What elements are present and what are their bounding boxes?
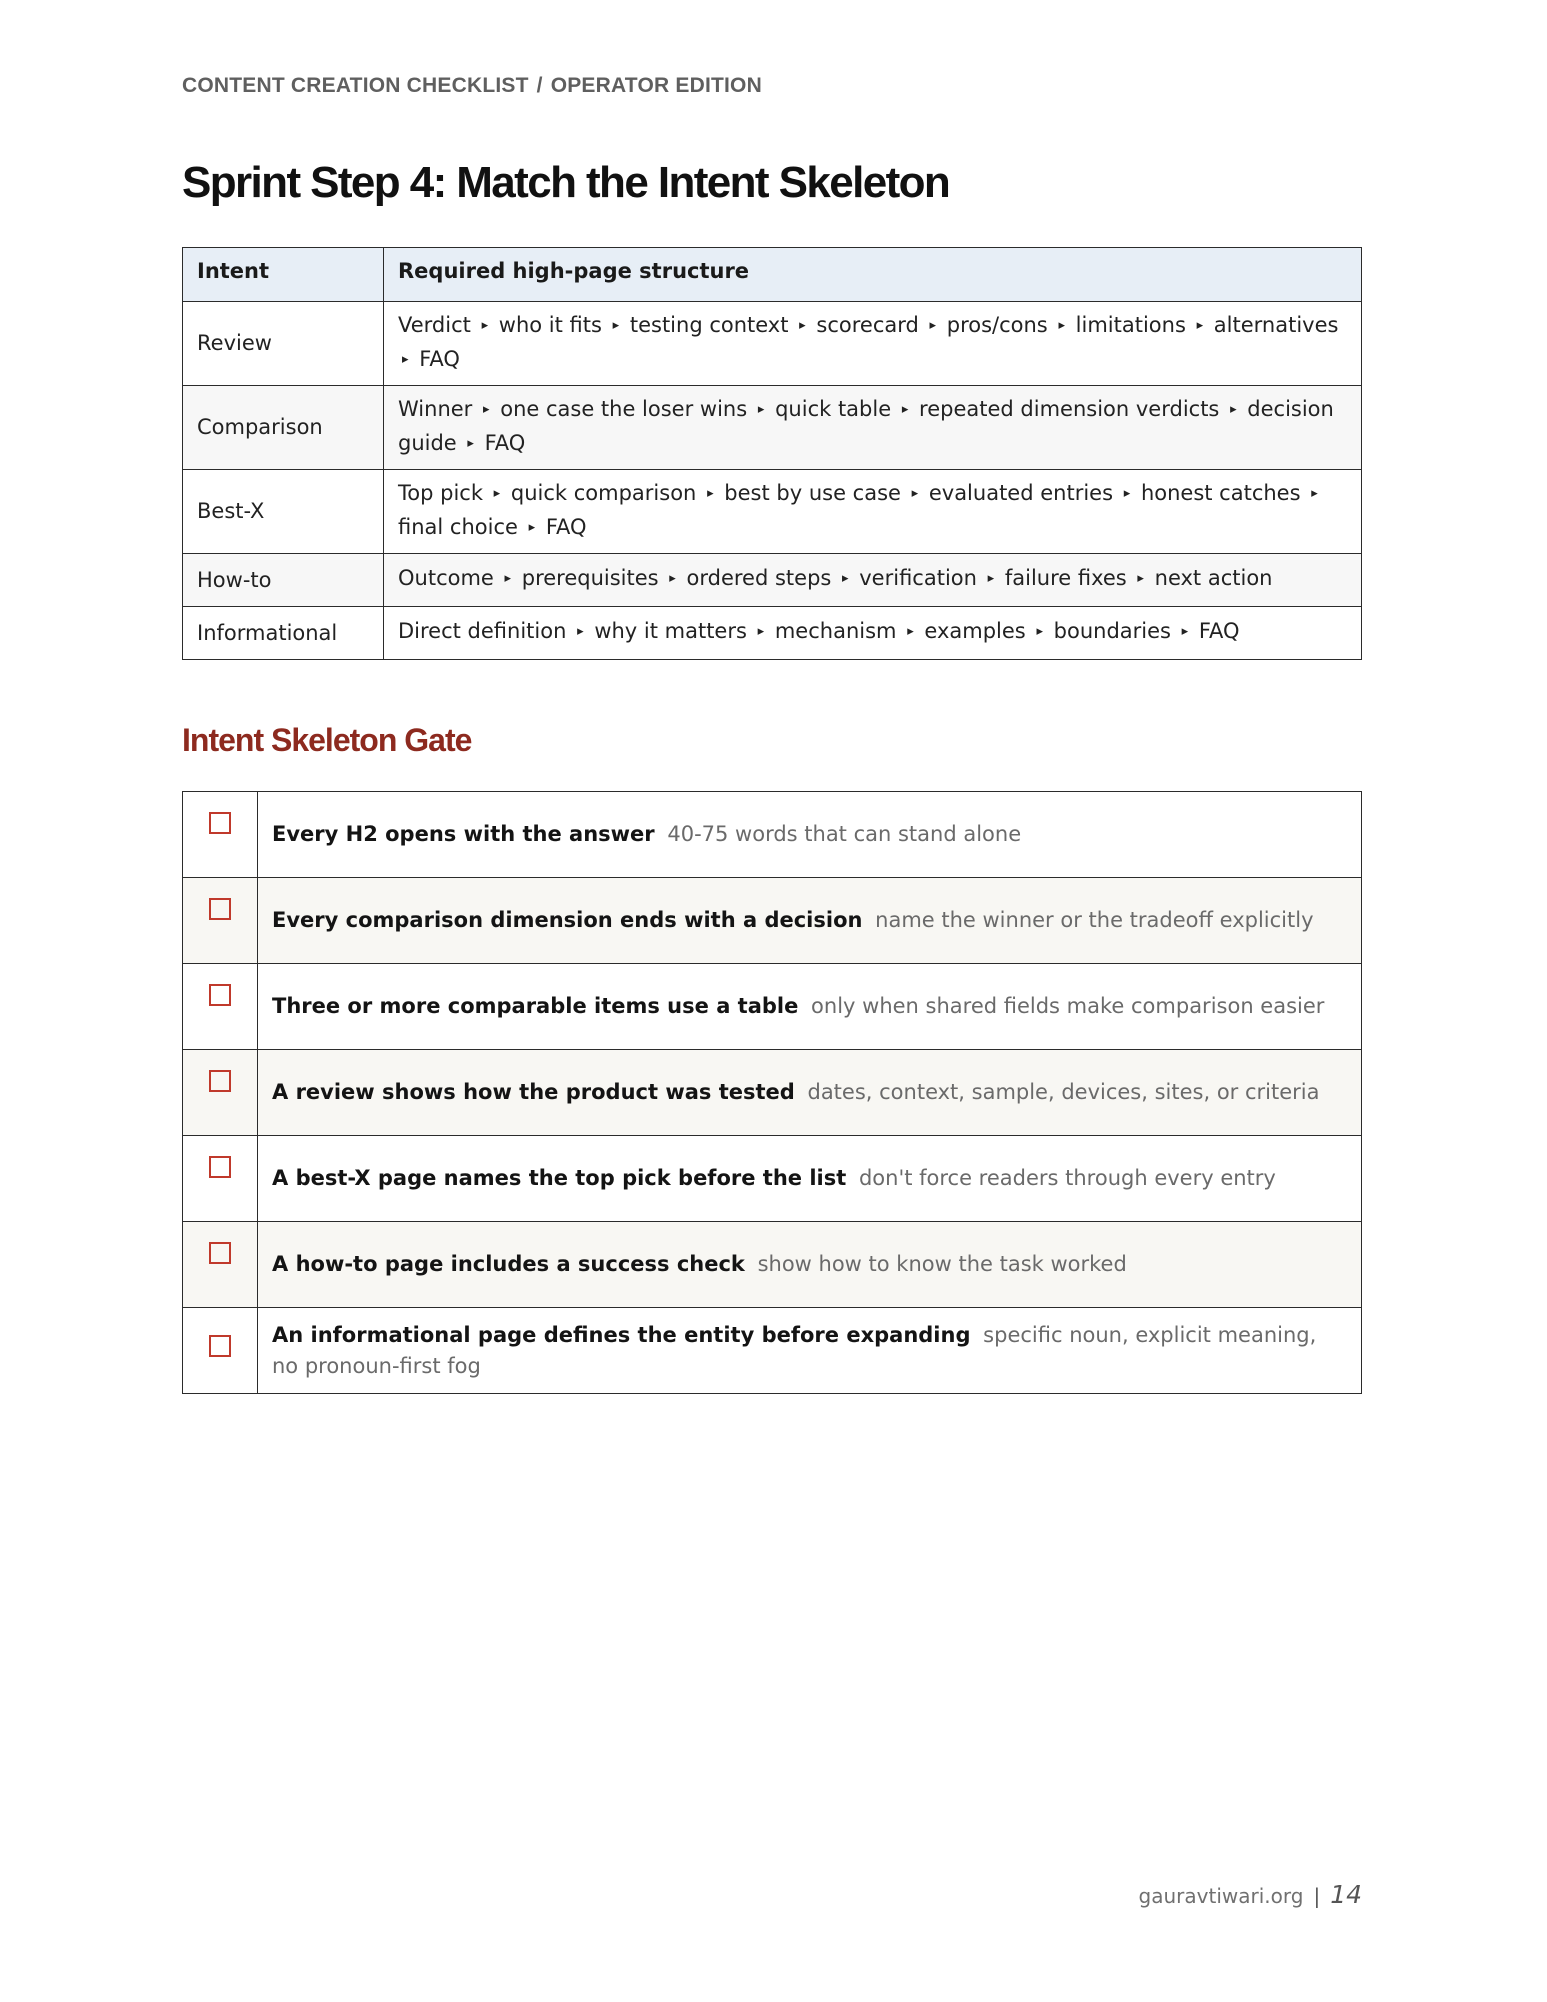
checklist-text — [258, 964, 1362, 1050]
checkbox-cell — [183, 792, 258, 878]
checklist-row — [183, 964, 1362, 1050]
structure-step: examples — [924, 619, 1026, 643]
step-arrow-icon: ▸ — [612, 317, 620, 333]
step-arrow-icon: ▸ — [1123, 485, 1131, 501]
structure-step: FAQ — [1198, 619, 1240, 643]
step-arrow-icon: ▸ — [901, 401, 909, 417]
structure-step: honest catches — [1140, 480, 1301, 505]
structure-step: Outcome — [398, 566, 494, 590]
table-row — [183, 386, 1362, 470]
checklist-row — [183, 878, 1362, 964]
structure-step: ordered steps — [686, 566, 832, 590]
gate-checklist-table — [182, 791, 1362, 1394]
table-row — [183, 554, 1362, 607]
checkbox-cell — [183, 1050, 258, 1136]
checklist-text — [258, 792, 1362, 878]
checkbox[interactable] — [209, 812, 231, 834]
checkbox-cell — [183, 964, 258, 1050]
footer-site[interactable]: gauravtiwari.org — [1138, 1884, 1304, 1908]
structure-cell — [384, 470, 1362, 554]
checkbox[interactable] — [209, 898, 231, 920]
checklist-item-note: only when shared fields make comparison easier — [811, 994, 1325, 1018]
step-arrow-icon: ▸ — [577, 624, 584, 639]
page-footer — [1139, 1880, 1362, 1909]
structure-step: FAQ — [484, 430, 526, 455]
intent-cell: How-to — [183, 554, 384, 607]
table-row — [183, 302, 1362, 386]
gate-section-title: Intent Skeleton Gate — [182, 722, 472, 758]
checklist-item-title: A review shows how the product was tested — [272, 1080, 795, 1104]
step-arrow-icon: ▸ — [467, 435, 474, 451]
intent-cell: Review — [183, 302, 384, 386]
structure-step: FAQ — [545, 514, 587, 539]
structure-step: Winner — [398, 396, 473, 421]
structure-cell — [384, 302, 1362, 386]
checklist-item-note: 40-75 words that can stand alone — [667, 822, 1022, 846]
checkbox-cell — [183, 1222, 258, 1308]
structure-step: Direct definition — [398, 619, 567, 643]
step-arrow-icon: ▸ — [911, 485, 919, 501]
column-header-structure: Required high-page structure — [384, 248, 1362, 302]
column-header-intent: Intent — [183, 248, 384, 302]
checkbox[interactable] — [209, 1242, 231, 1264]
footer-divider: | — [1313, 1884, 1321, 1908]
structure-step: Top pick — [398, 480, 483, 505]
checkbox-cell — [183, 878, 258, 964]
structure-step: quick table — [775, 396, 892, 421]
checkbox[interactable] — [209, 1335, 231, 1357]
intent-cell: Best-X — [183, 470, 384, 554]
checklist-item-note: dates, context, sample, devices, sites, or criteria — [807, 1080, 1320, 1104]
checklist-text — [258, 1222, 1362, 1308]
checklist-row — [183, 792, 1362, 878]
checklist-item-note: specific noun, explicit meaning, no pronoun-first fog — [272, 1322, 1317, 1378]
checklist-row — [183, 1050, 1362, 1136]
structure-step: boundaries — [1053, 619, 1171, 643]
structure-step: decision guide — [398, 396, 1334, 455]
structure-cell — [384, 386, 1362, 470]
checklist-item-title: Every comparison dimension ends with a decision — [272, 908, 863, 932]
structure-step: prerequisites — [521, 566, 659, 590]
structure-step: next action — [1154, 566, 1273, 590]
step-arrow-icon: ▸ — [1196, 317, 1204, 333]
checklist-row — [183, 1136, 1362, 1222]
structure-step: repeated dimension verdicts — [919, 396, 1220, 421]
checklist-item-title: An informational page defines the entity before expanding — [272, 1322, 971, 1347]
step-arrow-icon: ▸ — [481, 317, 489, 333]
running-header-left: CONTENT CREATION CHECKLIST — [182, 74, 529, 97]
structure-step: quick comparison — [510, 480, 697, 505]
table-row — [183, 607, 1362, 660]
structure-step: final choice — [398, 514, 518, 539]
structure-step: mechanism — [774, 619, 897, 643]
step-arrow-icon: ▸ — [1230, 401, 1237, 417]
structure-step: best by use case — [724, 480, 901, 505]
structure-step: who it fits — [498, 312, 602, 337]
checklist-text — [258, 878, 1362, 964]
intent-cell: Comparison — [183, 386, 384, 470]
step-arrow-icon: ▸ — [1181, 624, 1189, 639]
checkbox-cell — [183, 1308, 258, 1394]
step-arrow-icon: ▸ — [1036, 624, 1043, 639]
table-header-row — [183, 248, 1362, 302]
checklist-item-note: show how to know the task worked — [757, 1252, 1127, 1276]
structure-step: verification — [859, 566, 977, 590]
checkbox-cell — [183, 1136, 258, 1222]
structure-step: Verdict — [398, 312, 471, 337]
checklist-item-title: Three or more comparable items use a table — [272, 994, 799, 1018]
step-arrow-icon: ▸ — [757, 624, 765, 639]
running-header-separator: / — [536, 74, 543, 97]
step-arrow-icon: ▸ — [483, 401, 490, 417]
intent-skeleton-table — [182, 247, 1362, 660]
step-arrow-icon: ▸ — [907, 624, 914, 639]
step-arrow-icon: ▸ — [707, 485, 714, 501]
intent-cell: Informational — [183, 607, 384, 660]
checklist-item-note: name the winner or the tradeoff explicitly — [875, 908, 1314, 932]
step-arrow-icon: ▸ — [504, 571, 512, 586]
structure-step: evaluated entries — [928, 480, 1114, 505]
step-arrow-icon: ▸ — [987, 571, 995, 586]
structure-step: limitations — [1075, 312, 1186, 337]
page-title: Sprint Step 4: Match the Intent Skeleton — [182, 158, 950, 207]
step-arrow-icon: ▸ — [528, 519, 536, 535]
checkbox[interactable] — [209, 1070, 231, 1092]
step-arrow-icon: ▸ — [1137, 571, 1144, 586]
structure-step: failure fixes — [1004, 566, 1127, 590]
running-header — [182, 74, 762, 98]
step-arrow-icon: ▸ — [1311, 485, 1318, 501]
structure-step: one case the loser wins — [500, 396, 748, 421]
page-number: 14 — [1330, 1880, 1362, 1909]
step-arrow-icon: ▸ — [929, 317, 937, 333]
step-arrow-icon: ▸ — [799, 317, 806, 333]
checklist-text — [258, 1050, 1362, 1136]
structure-step: FAQ — [419, 346, 460, 371]
checklist-item-note: don't force readers through every entry — [858, 1166, 1276, 1190]
checklist-row — [183, 1308, 1362, 1394]
structure-step: pros/cons — [946, 312, 1048, 337]
structure-step: why it matters — [594, 619, 747, 643]
checklist-item-title: A best-X page names the top pick before the list — [272, 1166, 847, 1190]
step-arrow-icon: ▸ — [757, 401, 765, 417]
table-row — [183, 470, 1362, 554]
checkbox[interactable] — [209, 984, 231, 1006]
structure-step: testing context — [629, 312, 789, 337]
checklist-row — [183, 1222, 1362, 1308]
step-arrow-icon: ▸ — [402, 351, 409, 367]
checklist-text — [258, 1308, 1362, 1394]
running-header-right: OPERATOR EDITION — [550, 74, 762, 97]
structure-cell — [384, 554, 1362, 607]
structure-step: scorecard — [816, 312, 919, 337]
checklist-text — [258, 1136, 1362, 1222]
checklist-item-title: Every H2 opens with the answer — [272, 822, 655, 846]
step-arrow-icon: ▸ — [842, 571, 849, 586]
intent-table-body — [183, 302, 1362, 660]
step-arrow-icon: ▸ — [493, 485, 501, 501]
checkbox[interactable] — [209, 1156, 231, 1178]
structure-cell — [384, 607, 1362, 660]
step-arrow-icon: ▸ — [1058, 317, 1065, 333]
checklist-item-title: A how-to page includes a success check — [272, 1252, 745, 1276]
structure-step: alternatives — [1213, 312, 1339, 337]
step-arrow-icon: ▸ — [669, 571, 676, 586]
